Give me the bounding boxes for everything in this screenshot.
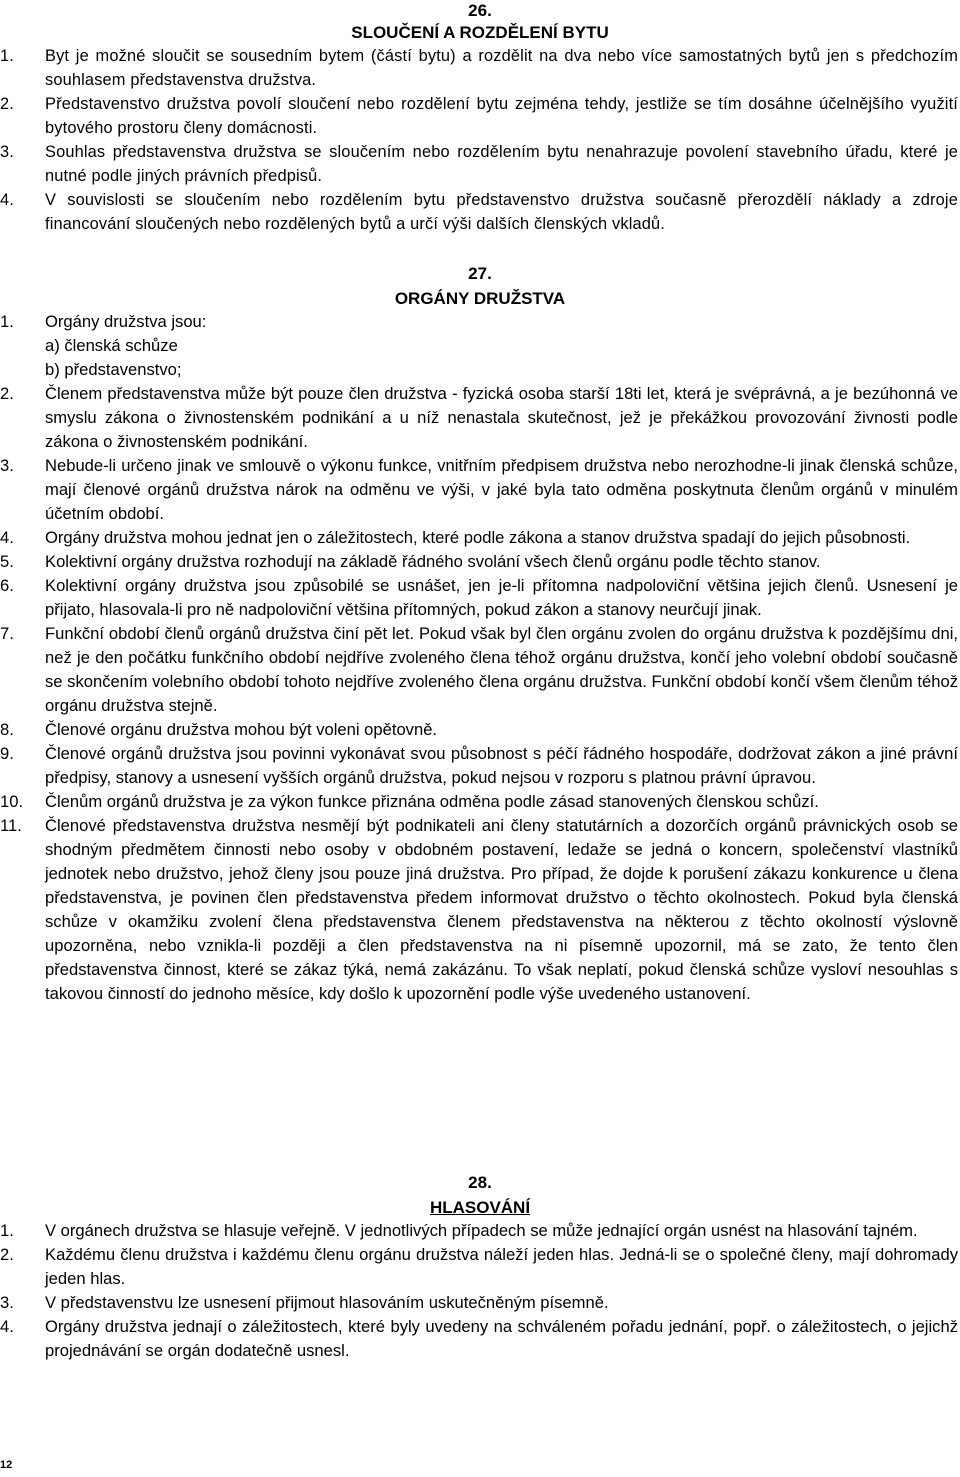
item-text: Souhlas představenstva družstva se sloučením nebo rozdělením bytu nenahrazuje povolení stavebního úřadu, které je nutné podle jiných právních předpisů. (45, 143, 958, 185)
item-number: 9. (0, 744, 14, 763)
item-number: 2. (0, 95, 14, 113)
item-text: V představenstvu lze usnesení přijmout hlasováním uskutečněným písemně. (45, 1293, 609, 1312)
item-number: 3. (0, 1293, 14, 1312)
item-text: Orgány družstva mohou jednat jen o záležitostech, které podle zákona a stanov družstva spadají do jejich působnosti. (45, 528, 911, 547)
list-item (0, 550, 960, 574)
list-item (0, 454, 960, 526)
item-text: Funkční období členů orgánů družstva činí pět let. Pokud však byl člen orgánu zvolen do orgánu družstva k pozdějšímu dni, než je den počátku funkčního období nejdříve zvoleného člena téhož orgánu družstva, končí jeho volební období současně se skončením volebního období tohoto nejdříve zvoleného člena orgánu družstva. Funkční období končí všem členům téhož orgánu družstva stejně. (45, 624, 958, 715)
section-28-number: 28. (468, 1173, 492, 1192)
item-number: 11. (0, 816, 22, 835)
list-item (0, 1291, 960, 1315)
section-27-number: 27. (468, 264, 492, 283)
list-item (0, 1315, 960, 1363)
item-text: Představenstvo družstva povolí sloučení nebo rozdělení bytu zejména tehdy, jestliže se tím dosáhne účelnějšího využití bytového prostoru členy domácnosti. (45, 95, 958, 137)
sub-item-b: b) představenstvo; (45, 360, 182, 379)
list-item (0, 310, 960, 382)
item-text: Orgány družstva jednají o záležitostech, které byly uvedeny na schváleném pořadu jednání, popř. o záležitostech, o jejichž projednávání se orgán dodatečně usnesl. (45, 1317, 958, 1360)
list-item (0, 1219, 960, 1243)
list-item (0, 188, 960, 236)
item-number: 4. (0, 528, 14, 547)
item-text: V orgánech družstva se hlasuje veřejně. V jednotlivých případech se může jednající orgán usnést na hlasování tajném. (45, 1221, 918, 1240)
item-text: Každému členu družstva i každému členu orgánu družstva náleží jeden hlas. Jedná-li se o společné členy, mají dohromady jeden hlas. (45, 1245, 958, 1288)
section-26 (0, 0, 960, 236)
item-number: 8. (0, 720, 14, 739)
item-number: 5. (0, 552, 14, 571)
item-text: Byt je možné sloučit se sousedním bytem (částí bytu) a rozdělit na dva nebo více samostatných bytů jen s předchozím souhlasem představenstva družstva. (45, 47, 958, 89)
item-number: 1. (0, 312, 14, 331)
item-text: Členům orgánů družstva je za výkon funkce přiznána odměna podle zásad stanovených členskou schůzí. (45, 792, 819, 811)
item-number: 3. (0, 143, 14, 161)
list-item (0, 1243, 960, 1291)
list-item (0, 92, 960, 140)
list-item (0, 814, 960, 1006)
list-item (0, 140, 960, 188)
item-number: 2. (0, 1245, 14, 1264)
item-text: Členové orgánů družstva jsou povinni vykonávat svou působnost s péčí řádného hospodáře, dodržovat zákon a jiné právní předpisy, stanovy a usnesení vyšších orgánů družstva, pokud nejsou v rozporu s platnou právní úpravou. (45, 744, 958, 787)
section-26-items (0, 44, 960, 236)
section-28 (0, 1172, 960, 1363)
item-number: 7. (0, 624, 14, 643)
item-text: Kolektivní orgány družstva jsou způsobilé se usnášet, jen je-li přítomna nadpoloviční většina jejich členů. Usnesení je přijato, hlasovala-li pro ně nadpoloviční většina přítomných, pokud zákon a stanovy neurčují jinak. (45, 576, 958, 619)
item-number: 4. (0, 1317, 14, 1336)
item-number: 10. (0, 792, 24, 811)
list-item (0, 526, 960, 550)
item-number: 1. (0, 1221, 14, 1240)
list-item (0, 622, 960, 718)
list-item (0, 382, 960, 454)
item-text: Orgány družstva jsou: (45, 312, 207, 331)
item-text: Kolektivní orgány družstva rozhodují na základě řádného svolání všech členů orgánu podle těchto stanov. (45, 552, 821, 571)
item-text: Členové představenstva družstva nesmějí být podnikateli ani členy statutárních a dozorčích orgánů právnických osob se shodným předmětem činnosti nebo osoby v obdobném postavení, ledaže se jedná o koncern, společenství vlastníků jednotek nebo družstvo, jehož členy jsou pouze jiná družstva. Pro případ, že dojde k porušení zákazu konkurence u člena představenstva, je povinen člen představenstva předem informovat družstvo o těchto okolnostech. Pokud byla členská schůze v okamžiku zvolení člena představenstva členem představenstva na některou z těchto okolností výslovně upozorněna, nebo vznikla-li později a člen představenstva na ni písemně upozornil, má se zato, že tento člen představenstva činnost, které se zákaz týká, nemá zakázánu. To však neplatí, pokud členská schůze vysloví nesouhlas s takovou činností do jednoho měsíce, kdy došlo k upozornění podle výše uvedeného ustanovení. (45, 816, 958, 1003)
item-text: V souvislosti se sloučením nebo rozdělením bytu představenstvo družstva současně přerozdělí náklady a zdroje financování sloučených nebo rozdělených bytů a určí výši dalších členských vkladů. (45, 191, 958, 233)
item-number: 3. (0, 456, 14, 475)
item-number: 2. (0, 384, 14, 403)
list-item (0, 574, 960, 622)
section-27-items (0, 310, 960, 1006)
section-28-title: HLASOVÁNÍ (429, 1198, 531, 1217)
section-27-title: ORGÁNY DRUŽSTVA (394, 289, 566, 308)
section-26-number: 26. (468, 1, 492, 20)
section-27 (0, 263, 960, 1006)
section-26-title: SLOUČENÍ A ROZDĚLENÍ BYTU (351, 23, 609, 42)
sub-item-a: a) členská schůze (45, 336, 178, 355)
list-item (0, 790, 960, 814)
item-text: Členem představenstva může být pouze člen družstva - fyzická osoba starší 18ti let, která je svéprávná, a je bezúhonná ve smyslu zákona o živnostenském podnikání a u níž nenastala skutečnost, jež je překážkou provozování živnosti podle zákona o živnostenském podnikání. (45, 384, 958, 451)
item-text: Nebude-li určeno jinak ve smlouvě o výkonu funkce, vnitřním předpisem družstva nebo nerozhodne-li jinak členská schůze, mají členové orgánů družstva nárok na odměnu ve výši, v jaké byla tato odměna poskytnuta členům orgánů v minulém účetním období. (45, 456, 958, 523)
list-item (0, 44, 960, 92)
list-item (0, 718, 960, 742)
item-number: 1. (0, 47, 14, 65)
page-number: 12 (0, 1459, 13, 1471)
section-28-items (0, 1219, 960, 1363)
item-number: 4. (0, 191, 14, 209)
item-text: Členové orgánu družstva mohou být voleni opětovně. (45, 720, 438, 739)
list-item (0, 742, 960, 790)
item-number: 6. (0, 576, 14, 595)
